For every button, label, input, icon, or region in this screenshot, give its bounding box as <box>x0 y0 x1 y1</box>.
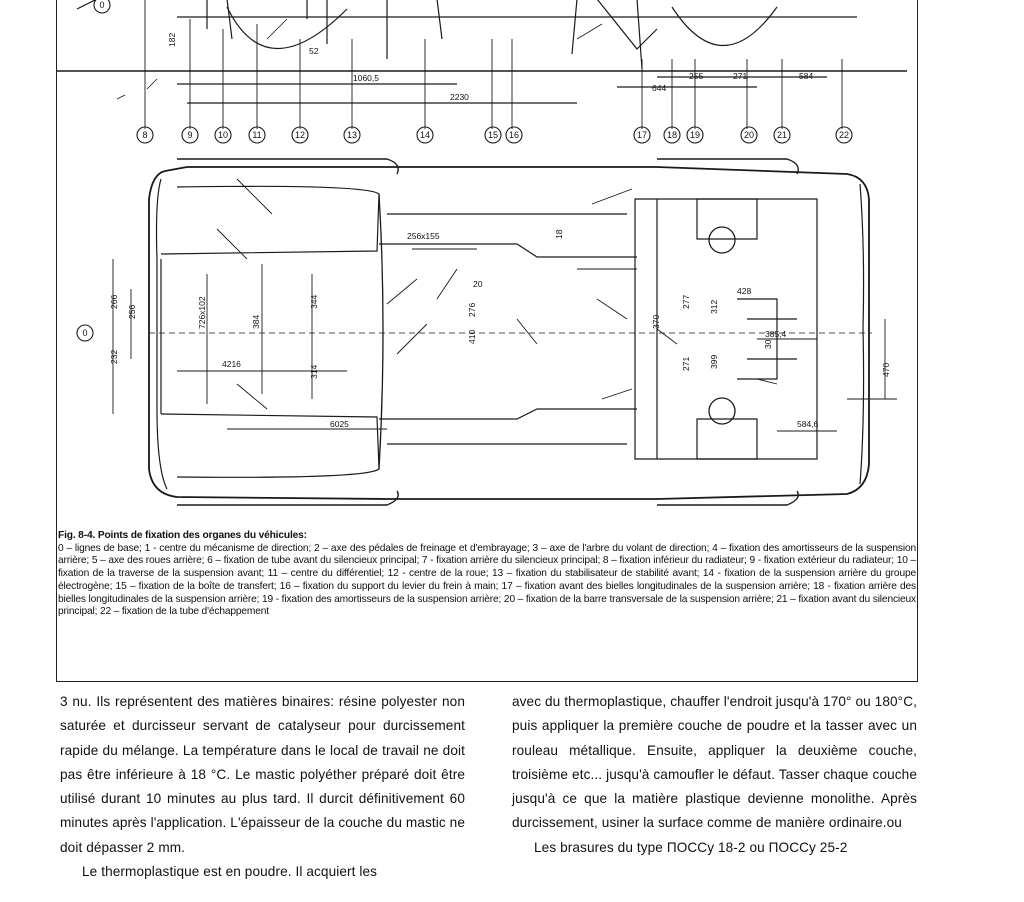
dim-4216: 4216 <box>222 359 241 369</box>
callout-15: 15 <box>487 130 499 140</box>
callout-8: 8 <box>142 130 148 140</box>
text-column-right <box>512 690 917 860</box>
callout-18: 18 <box>666 130 678 140</box>
dim-410: 410 <box>467 329 477 344</box>
dim-314: 314 <box>309 364 319 379</box>
dim-644: 644 <box>652 83 667 93</box>
right-paragraph-2: Les brasures du type ПОССу 18-2 ou ПОССу 25-2 <box>534 839 848 855</box>
dim-2230: 2230 <box>450 92 469 102</box>
callout-14: 14 <box>419 130 431 140</box>
callout-10: 10 <box>217 130 229 140</box>
callout-17: 17 <box>636 130 648 140</box>
left-paragraph-2: Le thermoplastique est en poudre. Il acquiert les <box>82 864 378 880</box>
dim-584-6: 584,6 <box>797 419 819 429</box>
callout-20: 20 <box>743 130 755 140</box>
dim-232: 232 <box>109 349 119 364</box>
dim-470: 470 <box>881 362 891 377</box>
dim-726x102: 726x102 <box>197 296 207 329</box>
dim-1060-5: 1060,5 <box>353 73 379 83</box>
dim-30: 30 <box>763 339 773 349</box>
callout-19: 19 <box>689 130 701 140</box>
dim-384: 384 <box>251 314 261 329</box>
chassis-drawing <box>57 0 917 529</box>
dim-276: 276 <box>467 302 477 317</box>
callout-12: 12 <box>294 130 306 140</box>
callout-22: 22 <box>838 130 850 140</box>
dim-584: 584 <box>799 71 814 81</box>
callout-9: 9 <box>187 130 193 140</box>
dim-182: 182 <box>167 32 177 47</box>
caption-title: Fig. 8-4. Points de fixation des organes du véhicules: <box>58 530 307 541</box>
dim-256: 256 <box>127 304 137 319</box>
dim-256x155: 256x155 <box>407 231 440 241</box>
dim-385-4: 385,4 <box>765 329 787 339</box>
dim-428: 428 <box>737 286 752 296</box>
dim-399: 399 <box>709 354 719 369</box>
dim-6025: 6025 <box>330 419 349 429</box>
dim-255: 255 <box>689 71 704 81</box>
dim-266: 266 <box>109 294 119 309</box>
right-paragraph-1: avec du thermoplastique, chauffer l'endroit jusqu'à 170° ou 180°C, puis appliquer la première couche de poudre et la tasser avec un rouleau métallique. Ensuite, appliquer la deuxième couche, troisième etc... jusqu'à camoufler le défaut. Tasser chaque couche jusqu'à ce que la matière plastique devienne monolithe. Après durcissement, usiner la surface comme de manière ordinaire.ou <box>512 694 917 831</box>
text-column-left <box>60 690 465 884</box>
dim-20: 20 <box>473 279 483 289</box>
caption-legend: 0 – lignes de base; 1 - centre du mécanisme de direction; 2 – axe des pédales de freinage et d'embrayage; 3 – axe de l'arbre du volant de direction; 4 – fixation des amortisseurs de la suspension arrière; 5 – axe des roues arrière; 6 – fixation de tube avant du silencieux principal; 7 - fixation arrière du silencieux principal; 8 – fixation inférieur du radiateur; 9 - fixation extérieur du radiateur; 10 – fixation de la traverse de la suspension avant; 11 – centre du différentiel; 12 - centre de la roue; 13 – fixation du stabilisateur de stabilité avant; 14 - fixation de la suspension arrière du groupe électrogène; 15 – fixation de la boîte de transfert; 16 – fixation du support du levier du frein à main; 17 – fixation avant des bielles longitudinales de la suspension arrière; 18 - fixation arrière des bielles longitudinales de la suspension arrière; 19 - fixation des amortisseurs de la suspension arrière; 20 – fixation de la barre transversale de la suspension arrière; 21 – fixation avant du silencieux principal; 22 – fixation de la tube d'échappement <box>58 542 916 618</box>
dim-277: 277 <box>681 294 691 309</box>
callout-0-top: 0 <box>99 0 105 10</box>
dim-312: 312 <box>709 299 719 314</box>
callout-16: 16 <box>508 130 520 140</box>
left-paragraph-1: 3 nu. Ils représentent des matières binaires: résine polyester non saturée et durcisseur servant de catalyseur pour durcissement rapide du mélange. La température dans le local de travail ne doit pas être inférieure à 18 °C. Le mastic polyéther préparé doit être utilisé durant 10 minutes au plus tard. Il durcit définitivement 60 minutes après l'application. L'épaisseur de la couche du mastic ne doit dépasser 2 mm. <box>60 694 465 855</box>
callout-0-left: 0 <box>82 328 88 338</box>
dim-344: 344 <box>309 294 319 309</box>
callout-21: 21 <box>776 130 788 140</box>
dim-370: 370 <box>651 314 661 329</box>
callout-11: 11 <box>252 130 262 140</box>
figure-caption <box>58 530 916 619</box>
dim-271: 271 <box>733 71 748 81</box>
dim-52: 52 <box>309 46 319 56</box>
callout-13: 13 <box>346 130 358 140</box>
dim-271b: 271 <box>681 356 691 371</box>
dim-18: 18 <box>554 229 564 239</box>
